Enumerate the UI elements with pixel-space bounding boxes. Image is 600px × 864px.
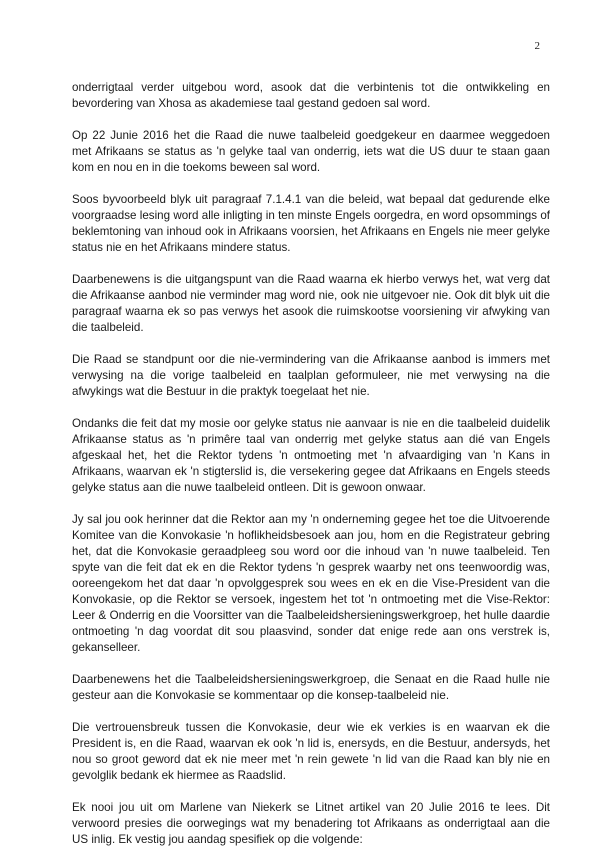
paragraph-9: Die vertrouensbreuk tussen die Konvokasie, deur wie ek verkies is en waarvan ek die President is, en die Raad, waarvan ek ook 'n lid is, enersyds, en die Bestuur, andersyds, het nou so groot geword dat ek nie meer met 'n rein gewete 'n lid van die Raad kan bly nie en gevolglik bedank ek hiermee as Raadslid.: [72, 721, 550, 782]
paragraph-7: Jy sal jou ook herinner dat die Rektor aan my 'n onderneming gegee het toe die Uitvoerende Komitee van die Konvokasie 'n hoflikheidsbesoek aan jou, hom en die Registrateur gebring het, dat die Konvokasie geraadpleeg sou word oor die inhoud van 'n nuwe taalbeleid. Ten spyte van die feit dat ek en die Rektor tydens 'n gesprek waarby net ons teenwoordig was, ooreengekom het dat daar 'n opvolggesprek sou wees en ek en die Vise-President van die Konvokasie, op die Rektor se versoek, ingestem het tot 'n ontmoeting met die Vise-Rektor: Leer & Onderrig en die Voorsitter van die Taalbeleidshersieningswerkgroep, het hulle daardie ontmoeting 'n dag voordat dit sou plaasvind, sonder dat enige rede aan ons verstrek is, gekanselleer.: [72, 513, 550, 654]
paragraph-5: Die Raad se standpunt oor die nie-vermindering van die Afrikaanse aanbod is immers met verwysing na die vorige taalbeleid en taalplan geformuleer, nie met verwysing na die afwykings wat die Bestuur in die praktyk toegelaat het nie.: [72, 353, 550, 398]
paragraph-3: Soos byvoorbeeld blyk uit paragraaf 7.1.4.1 van die beleid, wat bepaal dat gedurende elke voorgraadse lesing word alle inligting in ten minste Engels oorgedra, en word opsommings of beklemtoning van inhoud ook in Afrikaans voorsien, het Afrikaans en Engels nie meer gelyke status nie en het Afrikaans mindere status.: [72, 193, 550, 254]
letter-body: [72, 80, 550, 864]
paragraph-10: Ek nooi jou uit om Marlene van Niekerk se Litnet artikel van 20 Julie 2016 te lees. Dit verwoord presies die oorwegings wat my benadering tot Afrikaans as onderrigtaal aan die US inlig. Ek vestig jou aandag spesifiek op die volgende:: [72, 801, 550, 846]
paragraph-2: Op 22 Junie 2016 het die Raad die nuwe taalbeleid goedgekeur en daarmee weggedoen met Afrikaans se status as 'n gelyke taal van onderrig, iets wat die US duur te staan gaan kom en nou en in die toekoms beween sal word.: [72, 129, 550, 174]
paragraph-6: Ondanks die feit dat my mosie oor gelyke status nie aanvaar is nie en die taalbeleid duidelik Afrikaanse status as 'n primêre taal van onderrig met gelyke status aan dié van Engels afgeskaal het, het die Rektor tydens 'n ontmoeting met 'n afvaardiging van 'n Kans in Afrikaans, waarvan ek 'n stigterslid is, die versekering gegee dat Afrikaans en Engels steeds gelyke status aan die nuwe taalbeleid ontleen. Dit is gewoon onwaar.: [72, 417, 550, 494]
paragraph-8: Daarbenewens het die Taalbeleidshersieningswerkgroep, die Senaat en die Raad hulle nie gesteur aan die Konvokasie se kommentaar op die konsep-taalbeleid nie.: [72, 673, 550, 702]
paragraph-4: Daarbenewens is die uitgangspunt van die Raad waarna ek hierbo verwys het, wat verg dat die Afrikaanse aanbod nie verminder mag word nie, ook nie uitgevoer nie. Ook dit blyk uit die paragraaf waarna ek so pas verwys het asook die ruimskootse voorsiening vir afwyking van die taalbeleid.: [72, 273, 550, 334]
paragraph-1: onderrigtaal verder uitgebou word, asook dat die verbintenis tot die ontwikkeling en bevordering van Xhosa as akademiese taal gestand gedoen sal word.: [72, 81, 550, 110]
page-number: 2: [534, 40, 540, 52]
